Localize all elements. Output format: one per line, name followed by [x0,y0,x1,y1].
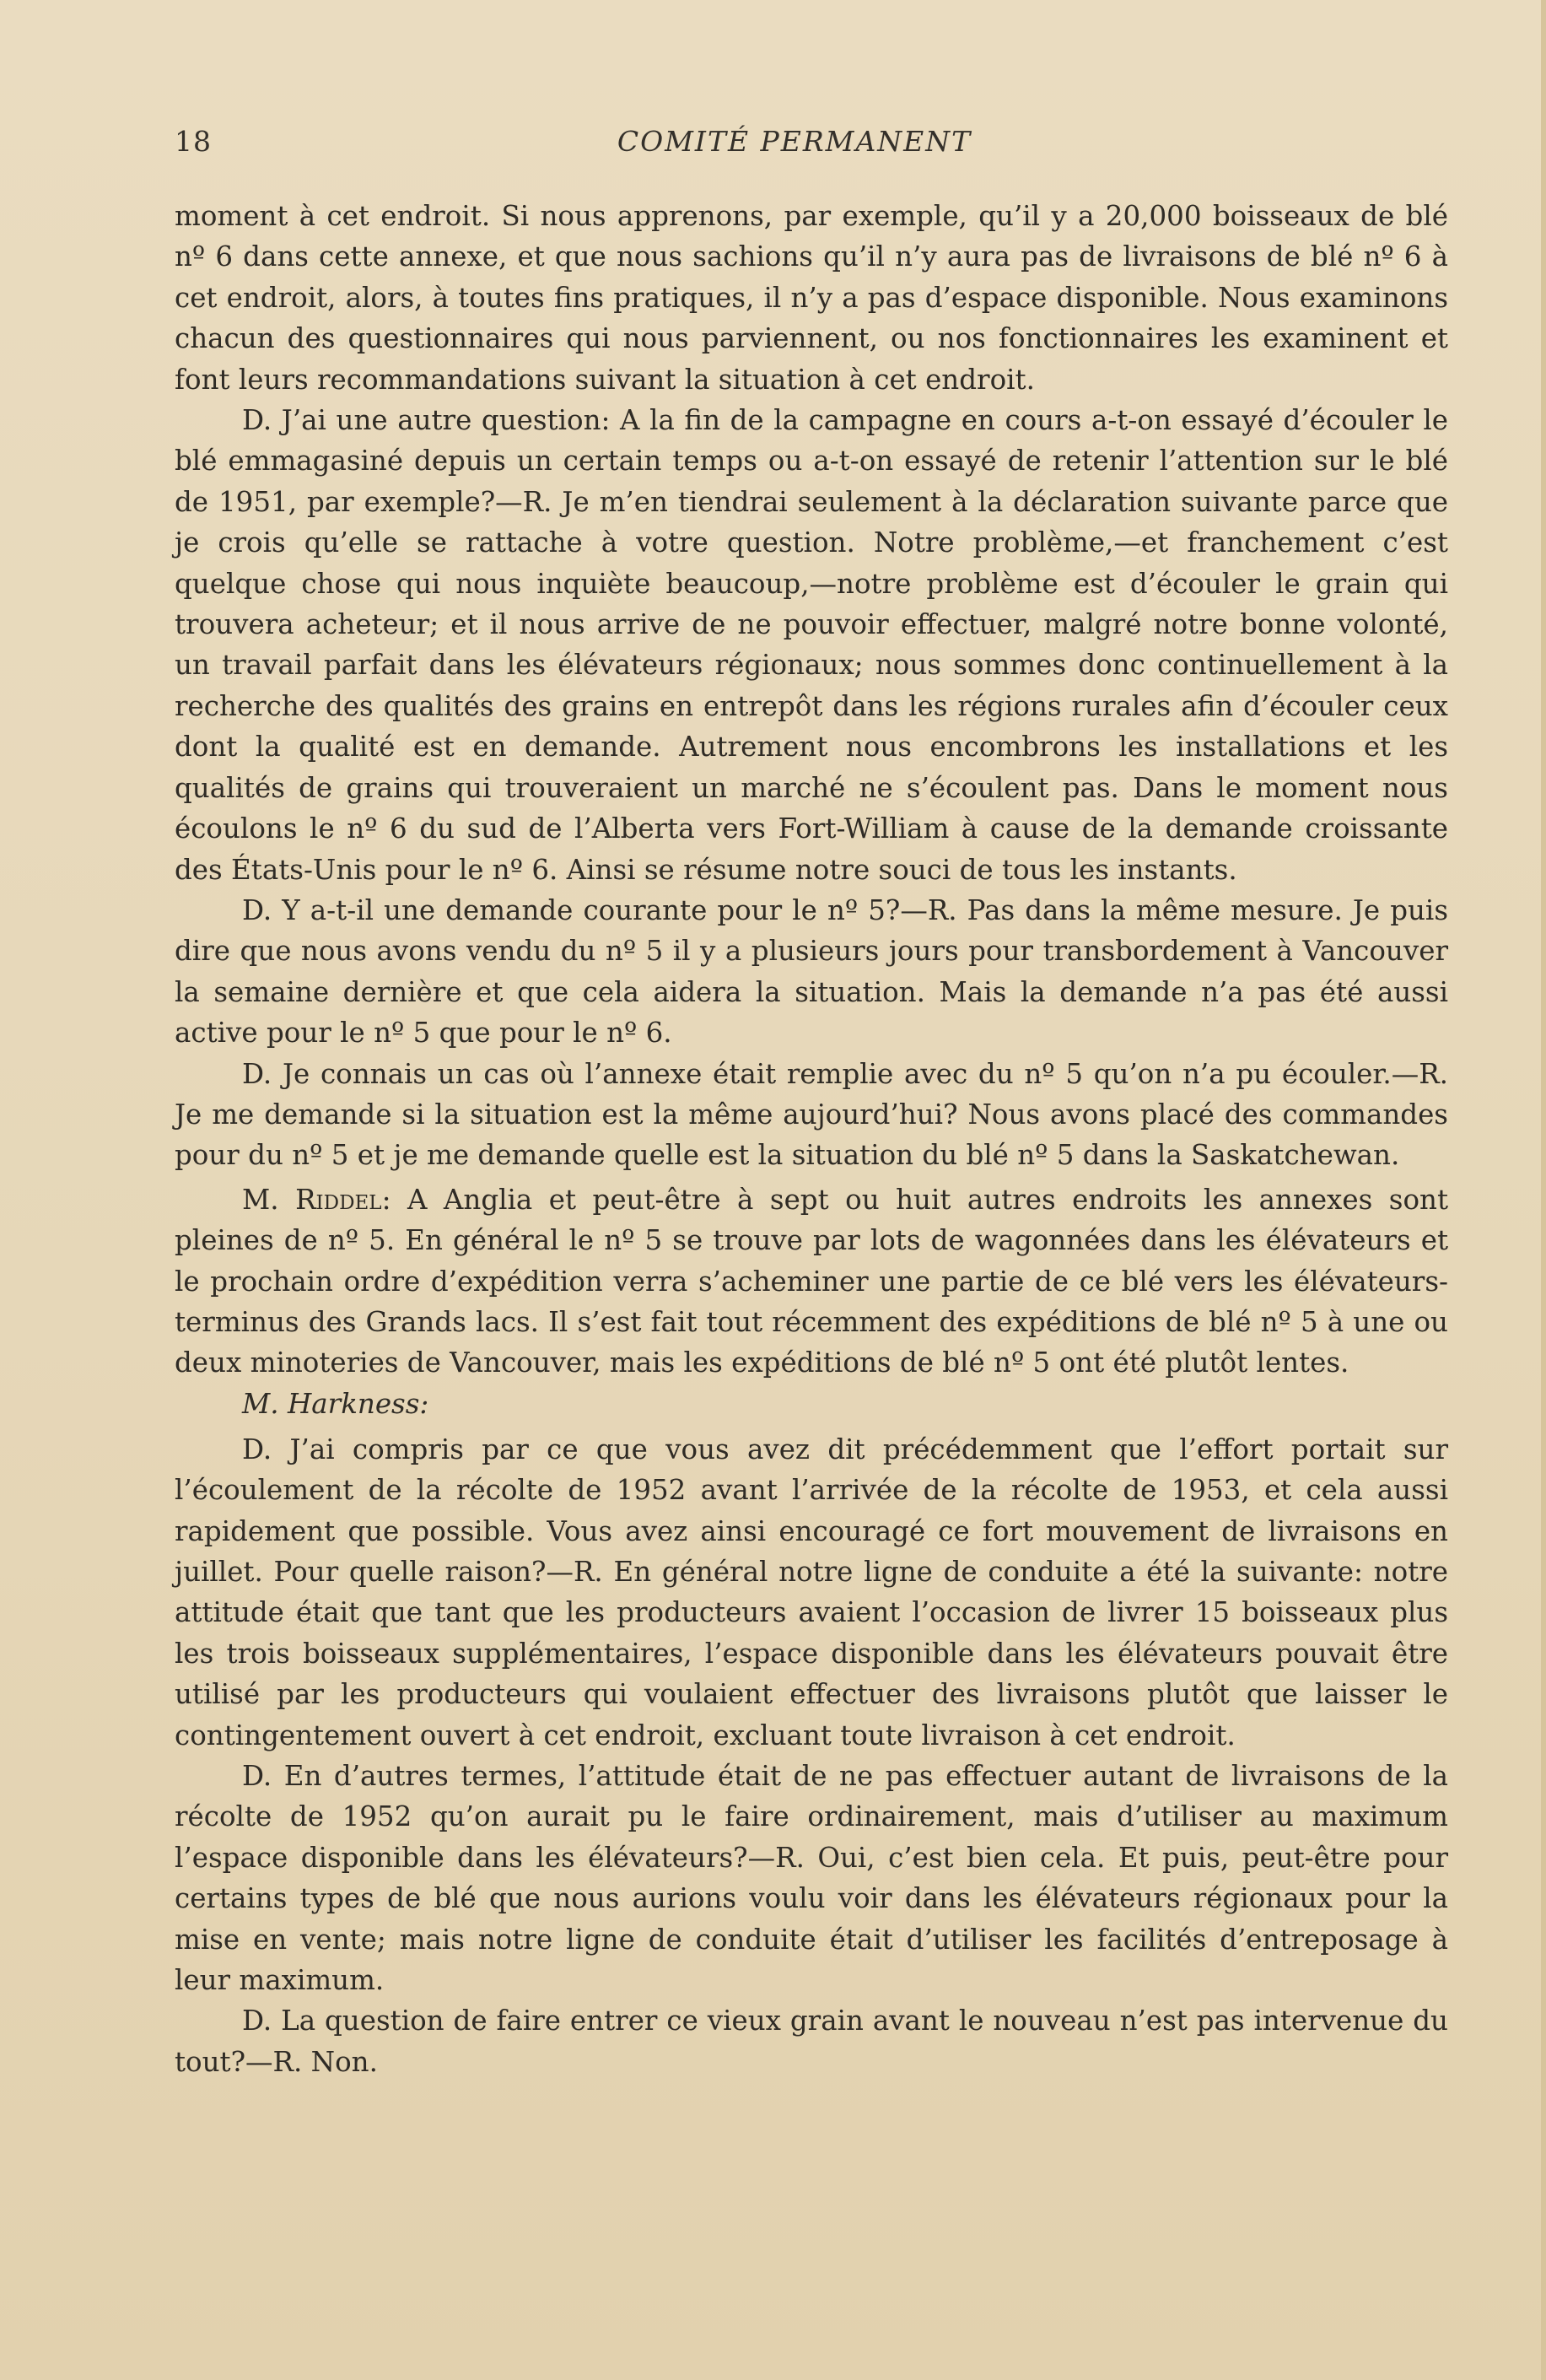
speaker-text: A Anglia et peut-être à sept ou huit autres endroits les annexes sont pleines de nº 5. En général le nº 5 se trouve par lots de wagonnées dans les élévateurs et le prochain ordre d’expédition verra s’acheminer une partie de ce blé vers les élévateurs-terminus des Grands lacs. Il s’est fait tout récemment des expéditions de blé nº 5 à une ou deux minoteries de Vancouver, mais les expéditions de blé nº 5 ont été plutôt lentes. [175,1183,1448,1379]
paragraph-question: D. En d’autres termes, l’attitude était de ne pas effectuer autant de livraisons de la récolte de 1952 qu’on aurait pu le faire ordinairement, mais d’utiliser au maximum l’espace disponible dans les élévateurs?—R. Oui, c’est bien cela. Et puis, peut-être pour certains types de blé que nous aurions voulu voir dans les élévateurs régionaux pour la mise en vente; mais notre ligne de conduite était d’utiliser les facilités d’entreposage à leur maximum. [175,1760,1448,1997]
speaker-name: M. Riddel: [242,1183,391,1216]
page-number: 18 [175,125,212,158]
speaker-heading-harkness: M. Harkness: [242,1387,429,1420]
paragraph-question: D. Je connais un cas où l’annexe était remplie avec du nº 5 qu’on n’a pu écouler.—R. Je me demande si la situation est la même aujourd’hui? Nous avons placé des commandes pour du nº 5 et je me demande quelle est la situation du blé nº 5 dans la Saskatchewan. [175,1057,1448,1172]
paragraph-question: D. La question de faire entrer ce vieux grain avant le nouveau n’est pas intervenue du tout?—R. Non. [175,2005,1448,2078]
running-title: COMITÉ PERMANENT [617,125,972,158]
paragraph-question: D. Y a-t-il une demande courante pour le nº 5?—R. Pas dans la même mesure. Je puis dire que nous avons vendu du nº 5 il y a plusieurs jours pour transbordement à Vancouver la semaine dernière et que cela aidera la situation. Mais la demande n’a pas été aussi active pour le nº 5 que pour le nº 6. [175,893,1448,1050]
paragraph-riddel [175,1179,1448,1384]
paragraph-continued: moment à cet endroit. Si nous apprenons, par exemple, qu’il y a 20,000 boisseaux de blé nº 6 dans cette annexe, et que nous sachions qu’il n’y aura pas de livraisons de blé nº 6 à cet endroit, alors, à toutes fins pratiques, il n’y a pas d’espace disponible. Nous examinons chacun des questionnaires qui nous parviennent, ou nos fonctionnaires les examinent et font leurs recommandations suivant la situation à cet endroit. [175,200,1448,396]
paragraph-question: D. J’ai une autre question: A la fin de la campagne en cours a-t-on essayé d’écouler le blé emmagasiné depuis un certain temps ou a-t-on essayé de retenir l’attention sur le blé de 1951, par exemple?—R. Je m’en tiendrai seulement à la déclaration suivante parce que je crois qu’elle se rattache à votre question. Notre problème,—et franchement c’est quelque chose qui nous inquiète beaucoup,—notre problème est d’écouler le grain qui trouvera acheteur; et il nous arrive de ne pouvoir effectuer, malgré notre bonne volonté, un travail parfait dans les élévateurs régionaux; nous sommes donc continuellement à la recherche des qualités des grains en entrepôt dans les régions rurales afin d’écouler ceux dont la qualité est en demande. Autrement nous encombrons les installations et les qualités de grains qui trouveraient un marché ne s’écoulent pas. Dans le moment nous écoulons le nº 6 du sud de l’Alberta vers Fort-William à cause de la demande croissante des États-Unis pour le nº 6. Ainsi se résume notre souci de tous les instants. [175,404,1448,886]
body-text [175,196,1448,2082]
paragraph-question: D. J’ai compris par ce que vous avez dit précédemment que l’effort portait sur l’écoulement de la récolte de 1952 avant l’arrivée de la récolte de 1953, et cela aussi rapidement que possible. Vous avez ainsi encouragé ce fort mouvement de livraisons en juillet. Pour quelle raison?—R. En général notre ligne de conduite a été la suivante: notre attitude était que tant que les producteurs avaient l’occasion de livrer 15 boisseaux plus les trois boisseaux supplémentaires, l’espace disponible dans les élévateurs pouvait être utilisé par les producteurs qui voulaient effectuer des livraisons plutôt que laisser le contingentement ouvert à cet endroit, excluant toute livraison à cet endroit. [175,1433,1448,1751]
running-head [175,125,1448,167]
